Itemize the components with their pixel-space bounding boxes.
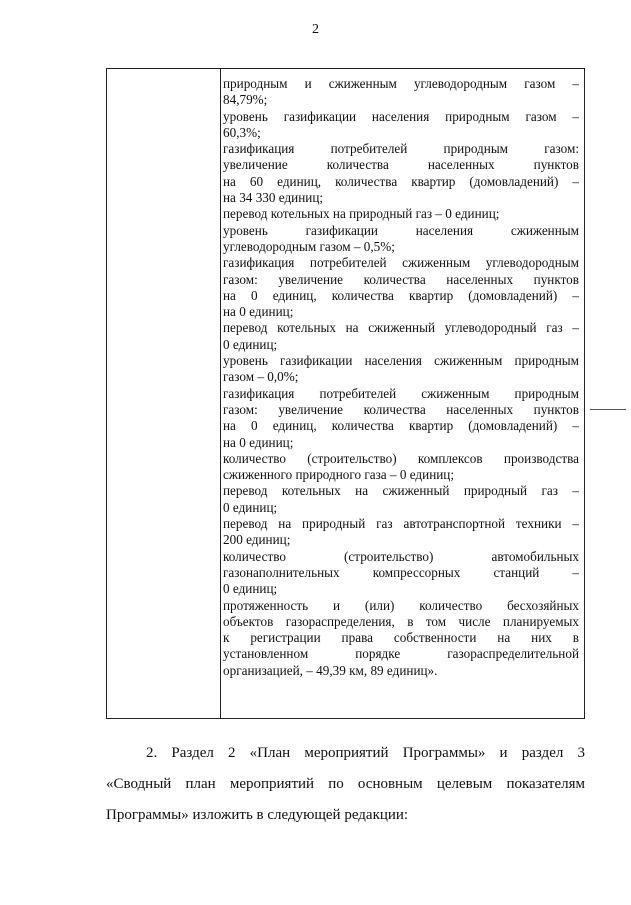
table-line: газификация потребителей сжиженным природным bbox=[223, 385, 579, 401]
table-line: 60,3%; bbox=[223, 124, 261, 140]
table-line: на 34 330 единиц; bbox=[223, 190, 324, 206]
table-line: на 60 единиц, количества квартир (домовладений) – bbox=[223, 173, 579, 189]
table-line: газом – 0,0%; bbox=[223, 369, 299, 385]
table-line: 0 единиц; bbox=[223, 336, 278, 352]
scan-artifact-line bbox=[590, 409, 626, 410]
table-line: количество (строительство) комплексов производства bbox=[223, 450, 579, 466]
table-line: 84,79%; bbox=[223, 92, 268, 108]
table-line: перевод котельных на сжиженный углеводородный газ – bbox=[223, 320, 579, 336]
table-line: перевод котельных на природный газ – 0 единиц; bbox=[223, 206, 500, 222]
table-line: газификация потребителей сжиженным углеводородным bbox=[223, 255, 579, 271]
table-line: к регистрации права собственности на них в bbox=[223, 630, 579, 646]
table-line: объектов газораспределения, в том числе планируемых bbox=[223, 613, 579, 629]
table-line: на 0 единиц; bbox=[223, 434, 294, 450]
table-line: на 0 единиц, количества квартир (домовладений) – bbox=[223, 418, 579, 434]
table-line: 0 единиц; bbox=[223, 581, 278, 597]
paragraph-text: Программы» изложить в следующей редакции: bbox=[106, 807, 409, 823]
table-line: установленном порядке газораспределительной bbox=[223, 646, 579, 662]
table-line: углеводородным газом – 0,5%; bbox=[223, 238, 395, 254]
table-line: на 0 единиц; bbox=[223, 304, 294, 320]
table-line: количество (строительство) автомобильных bbox=[223, 548, 579, 564]
indicators-table bbox=[106, 68, 585, 719]
table-line: организацией, – 49,39 км, 89 единиц». bbox=[223, 662, 438, 678]
table-line: протяженность и (или) количество бесхозяйных bbox=[223, 597, 579, 613]
table-line: газом: увеличение количества населенных пунктов bbox=[223, 271, 579, 287]
paragraph-line-2 bbox=[106, 774, 585, 794]
table-line: газификация потребителей природным газом: bbox=[223, 141, 579, 157]
table-line: уровень газификации населения сжиженным природным bbox=[223, 353, 579, 369]
paragraph-line-3 bbox=[106, 805, 585, 825]
table-line: перевод котельных на сжиженный природный газ – bbox=[223, 483, 579, 499]
table-line: уровень газификации населения сжиженным bbox=[223, 222, 579, 238]
page-number: 2 bbox=[312, 22, 319, 37]
table-line: увеличение количества населенных пунктов bbox=[223, 157, 579, 173]
table-line: газонаполнительных компрессорных станций – bbox=[223, 564, 579, 580]
table-line: на 0 единиц, количества квартир (домовладений) – bbox=[223, 287, 579, 303]
table-line: уровень газификации населения природным газом – bbox=[223, 108, 579, 124]
table-column-divider bbox=[220, 69, 221, 718]
table-line: сжиженного природного газа – 0 единиц; bbox=[223, 467, 455, 483]
table-line: 0 единиц; bbox=[223, 499, 278, 515]
indicators-cell bbox=[223, 76, 579, 679]
paragraph-text: 2. Раздел 2 «План мероприятий Программы» и раздел 3 bbox=[146, 745, 585, 761]
paragraph-line-1 bbox=[106, 743, 585, 763]
paragraph-text: «Сводный план мероприятий по основным целевым показателям bbox=[106, 776, 585, 792]
table-line: 200 единиц; bbox=[223, 532, 291, 548]
table-line: газом: увеличение количества населенных пунктов bbox=[223, 401, 579, 417]
table-line: природным и сжиженным углеводородным газом – bbox=[223, 76, 579, 91]
table-line: перевод на природный газ автотранспортной техники – bbox=[223, 516, 579, 532]
